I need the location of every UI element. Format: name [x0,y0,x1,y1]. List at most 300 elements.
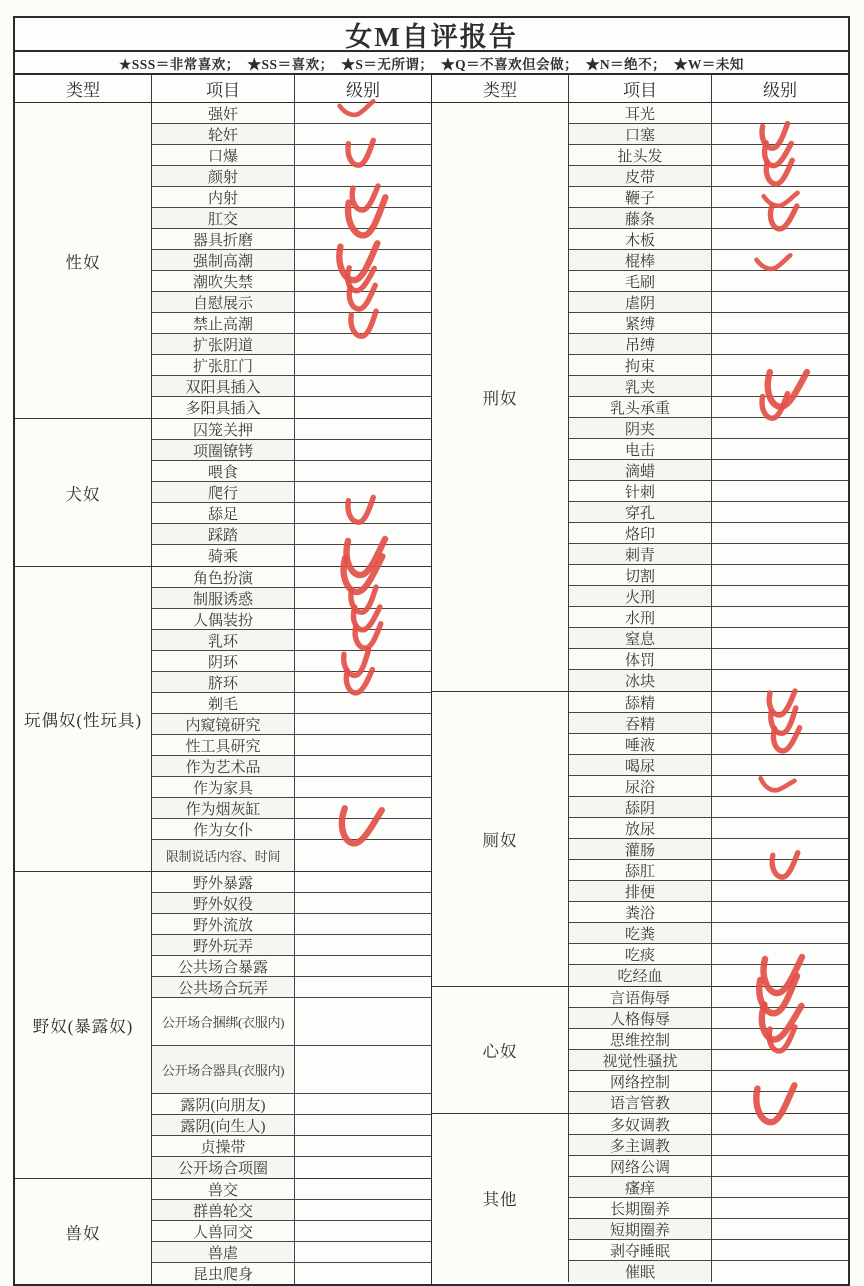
item-cell: 作为艺术品 [152,756,295,776]
level-cell [712,818,848,838]
level-cell [712,797,848,817]
item-cell: 多主调教 [569,1135,712,1155]
header-right-half [432,75,848,102]
table-row [569,628,848,649]
category-cell: 性奴 [15,103,152,418]
table-row [152,355,431,376]
item-cell: 吊缚 [569,334,712,354]
level-cell [295,672,431,692]
level-cell [712,628,848,648]
item-cell: 作为女仆 [152,819,295,839]
item-cell: 野外奴役 [152,893,295,913]
item-cell: 扯头发 [569,145,712,165]
level-cell [712,481,848,501]
item-cell: 短期圈养 [569,1219,712,1239]
item-cell: 公开场合器具(衣服内) [152,1046,295,1093]
table-row [152,819,431,840]
level-cell [712,1071,848,1091]
category-rows [152,1179,431,1284]
item-cell: 针刺 [569,481,712,501]
level-cell [712,523,848,543]
level-cell [295,1200,431,1220]
level-cell [295,1179,431,1199]
table-row [569,649,848,670]
table-header [15,75,848,103]
item-cell: 口爆 [152,145,295,165]
level-cell [295,872,431,892]
level-cell [295,714,431,734]
level-cell [712,755,848,775]
table-row [152,461,431,482]
level-cell [295,461,431,481]
item-cell: 脐环 [152,672,295,692]
item-cell: 公共场合暴露 [152,956,295,976]
level-cell [295,630,431,650]
category-cell: 玩偶奴(性玩具) [15,567,152,871]
level-cell [295,998,431,1045]
item-cell: 喝尿 [569,755,712,775]
item-cell: 扩张阴道 [152,334,295,354]
level-cell [295,334,431,354]
column-header-item-right: 项目 [569,75,712,102]
level-cell [712,124,848,144]
table-row [569,523,848,544]
level-cell [712,565,848,585]
table-row [569,271,848,292]
item-cell: 瘙痒 [569,1177,712,1197]
item-cell: 制服诱惑 [152,588,295,608]
level-cell [712,544,848,564]
table-row [152,630,431,651]
level-cell [295,229,431,249]
category-cell: 犬奴 [15,419,152,566]
item-cell: 吃痰 [569,944,712,964]
level-cell [712,334,848,354]
level-cell [712,187,848,207]
table-row [569,755,848,776]
table-row [569,565,848,586]
category-cell: 心奴 [432,987,569,1113]
level-cell [712,313,848,333]
level-cell [295,1242,431,1262]
item-cell: 鞭子 [569,187,712,207]
item-cell: 野外流放 [152,914,295,934]
level-cell [712,1050,848,1070]
item-cell: 水刑 [569,607,712,627]
item-cell: 木板 [569,229,712,249]
table-row [152,250,431,271]
level-cell [295,271,431,291]
level-cell [295,1136,431,1156]
table-right-half [432,103,848,1284]
category-rows [569,987,848,1113]
table-row [152,229,431,250]
item-cell: 吃粪 [569,923,712,943]
item-cell: 吞精 [569,713,712,733]
item-cell: 烙印 [569,523,712,543]
item-cell: 视觉性骚扰 [569,1050,712,1070]
table-row [569,923,848,944]
item-cell: 口塞 [569,124,712,144]
level-cell [712,418,848,438]
item-cell: 轮奸 [152,124,295,144]
table-row [569,103,848,124]
item-cell: 公开场合捆绑(衣服内) [152,998,295,1045]
level-cell [295,609,431,629]
level-cell [295,250,431,270]
table-row [569,607,848,628]
level-cell [295,440,431,460]
table-row [152,777,431,798]
table-row [569,586,848,607]
table-row [152,798,431,819]
item-cell: 虐阴 [569,292,712,312]
item-cell: 乳夹 [569,376,712,396]
level-cell [712,1029,848,1049]
level-cell [712,713,848,733]
category-cell: 厕奴 [432,692,569,986]
level-cell [295,1094,431,1114]
level-cell [712,103,848,123]
item-cell: 冰块 [569,670,712,691]
item-cell: 刺青 [569,544,712,564]
item-cell: 放尿 [569,818,712,838]
item-cell: 内窥镜研究 [152,714,295,734]
level-cell [295,798,431,818]
item-cell: 火刑 [569,586,712,606]
level-cell [712,1177,848,1197]
table-row [569,250,848,271]
level-cell [712,397,848,417]
header-left-half [15,75,432,102]
item-cell: 骑乘 [152,545,295,566]
level-cell [712,586,848,606]
table-row [152,103,431,124]
table-row [569,839,848,860]
item-cell: 肛交 [152,208,295,228]
item-cell: 潮吹失禁 [152,271,295,291]
item-cell: 阴环 [152,651,295,671]
category-rows [152,567,431,871]
item-cell: 人格侮辱 [569,1008,712,1028]
table-row [569,229,848,250]
table-row [569,1114,848,1135]
item-cell: 爬行 [152,482,295,502]
table-row [152,524,431,545]
table-row [152,419,431,440]
column-header-item-left: 项目 [152,75,295,102]
table-row [569,208,848,229]
category-rows [152,872,431,1178]
table-row [152,1094,431,1115]
table-row [569,439,848,460]
level-cell [295,914,431,934]
level-cell [295,545,431,566]
level-cell [295,376,431,396]
level-cell [712,1008,848,1028]
level-cell [295,1221,431,1241]
table-row [152,1179,431,1200]
level-cell [295,735,431,755]
item-cell: 昆虫爬身 [152,1263,295,1284]
level-cell [295,693,431,713]
category-rows [152,103,431,418]
table-row [152,1157,431,1178]
table-row [152,609,431,630]
table-row [152,271,431,292]
category-block [15,103,431,419]
table-row [569,1198,848,1219]
category-cell: 刑奴 [432,103,569,691]
table-row [569,334,848,355]
item-cell: 群兽轮交 [152,1200,295,1220]
item-cell: 剥夺睡眠 [569,1240,712,1260]
table-row [569,987,848,1008]
table-row [152,1242,431,1263]
table-row [569,544,848,565]
table-row [569,1071,848,1092]
category-block [432,103,848,692]
level-cell [712,923,848,943]
item-cell: 唾液 [569,734,712,754]
table-row [152,840,431,871]
table-row [569,944,848,965]
category-rows [569,103,848,691]
item-cell: 多阳具插入 [152,397,295,418]
column-header-type-left: 类型 [15,75,152,102]
table-row [569,166,848,187]
item-cell: 皮带 [569,166,712,186]
table-row [152,1115,431,1136]
table-row [569,313,848,334]
level-cell [295,103,431,123]
category-rows [152,419,431,566]
table-row [152,187,431,208]
level-cell [712,460,848,480]
level-cell [295,588,431,608]
level-cell [712,734,848,754]
item-cell: 藤条 [569,208,712,228]
level-cell [712,670,848,691]
column-header-level-left: 级别 [346,81,380,100]
table-row [152,1136,431,1157]
table-row [569,860,848,881]
level-cell [712,944,848,964]
level-cell [295,419,431,439]
item-cell: 毛刷 [569,271,712,291]
level-cell [712,965,848,986]
item-cell: 吃经血 [569,965,712,986]
table-row [569,1177,848,1198]
table-row [569,776,848,797]
item-cell: 扩张肛门 [152,355,295,375]
table-row [569,1008,848,1029]
item-cell: 多奴调教 [569,1114,712,1134]
table-row [569,797,848,818]
table-row [569,1050,848,1071]
item-cell: 野外暴露 [152,872,295,892]
rating-legend: ★SSS＝非常喜欢； ★SS＝喜欢； ★S＝无所谓； ★Q＝不喜欢但会做； ★N＝绝不； ★W＝未知 [15,52,848,75]
table-row [152,1263,431,1284]
item-cell: 贞操带 [152,1136,295,1156]
level-cell [295,1115,431,1135]
item-cell: 强奸 [152,103,295,123]
table-row [152,672,431,693]
table-row [569,965,848,986]
table-row [569,460,848,481]
category-rows [569,692,848,986]
category-cell: 野奴(暴露奴) [15,872,152,1178]
table-row [569,670,848,691]
level-cell [295,819,431,839]
column-header-level-right: 级别 [763,81,797,100]
table-row [152,956,431,977]
item-cell: 限制说话内容、时间 [152,840,295,871]
table-row [569,1029,848,1050]
item-cell: 露阴(向朋友) [152,1094,295,1114]
table-row [569,1135,848,1156]
table-row [152,935,431,956]
item-cell: 乳环 [152,630,295,650]
item-cell: 性工具研究 [152,735,295,755]
table-row [569,713,848,734]
item-cell: 拘束 [569,355,712,375]
table-row [569,187,848,208]
table-row [152,1046,431,1094]
table-row [152,208,431,229]
level-cell [712,250,848,270]
level-cell [295,208,431,228]
category-block [432,987,848,1114]
item-cell: 阴夹 [569,418,712,438]
level-cell [712,271,848,291]
item-cell: 内射 [152,187,295,207]
table-row [152,397,431,418]
level-cell [712,208,848,228]
table-row [569,1261,848,1282]
level-cell [295,956,431,976]
table-row [152,482,431,503]
table-row [152,1221,431,1242]
item-cell: 喂食 [152,461,295,481]
table-row [569,481,848,502]
level-cell [295,1263,431,1284]
column-header-type-right: 类型 [432,75,569,102]
table-row [152,756,431,777]
table-row [152,166,431,187]
level-cell [712,692,848,712]
table-row [152,735,431,756]
level-cell [295,355,431,375]
table-row [569,397,848,418]
item-cell: 穿孔 [569,502,712,522]
item-cell: 排便 [569,881,712,901]
level-cell [712,860,848,880]
category-block [15,419,431,567]
item-cell: 双阳具插入 [152,376,295,396]
table-row [569,818,848,839]
level-cell [712,145,848,165]
table-row [569,734,848,755]
table-row [569,145,848,166]
level-cell [712,776,848,796]
item-cell: 强制高潮 [152,250,295,270]
item-cell: 兽虐 [152,1242,295,1262]
table-row [152,545,431,566]
item-cell: 紧缚 [569,313,712,333]
table-row [152,893,431,914]
level-cell [295,1046,431,1093]
item-cell: 人偶装扮 [152,609,295,629]
category-block [15,567,431,872]
table-row [152,693,431,714]
item-cell: 剃毛 [152,693,295,713]
table-row [152,651,431,672]
table-row [569,1092,848,1113]
category-block [15,1179,431,1284]
category-block [15,872,431,1179]
table-row [152,998,431,1046]
item-cell: 网络控制 [569,1071,712,1091]
level-cell [712,1092,848,1113]
item-cell: 思维控制 [569,1029,712,1049]
level-cell [295,567,431,587]
table-row [569,418,848,439]
level-cell [295,292,431,312]
level-cell [712,881,848,901]
item-cell: 尿浴 [569,776,712,796]
level-cell [712,166,848,186]
table-row [569,902,848,923]
level-cell [712,292,848,312]
table-row [569,376,848,397]
level-cell [295,145,431,165]
item-cell: 耳光 [569,103,712,123]
check-mark-icon [756,774,798,796]
level-cell [712,987,848,1007]
table-row [152,503,431,524]
level-cell [295,397,431,418]
item-cell: 乳头承重 [569,397,712,417]
level-cell [295,187,431,207]
item-cell: 人兽同交 [152,1221,295,1241]
table-row [152,124,431,145]
level-cell [295,1157,431,1178]
level-cell [295,756,431,776]
item-cell: 公共场合玩弄 [152,977,295,997]
table-left-half [15,103,432,1284]
level-cell [712,1114,848,1134]
item-cell: 角色扮演 [152,567,295,587]
item-cell: 舔阴 [569,797,712,817]
item-cell: 窒息 [569,628,712,648]
level-cell [295,777,431,797]
level-cell [712,1261,848,1282]
item-cell: 禁止高潮 [152,313,295,333]
item-cell: 舔足 [152,503,295,523]
item-cell: 灌肠 [569,839,712,859]
item-cell: 公开场合项圈 [152,1157,295,1178]
table-row [152,292,431,313]
level-cell [295,935,431,955]
item-cell: 棍棒 [569,250,712,270]
table-row [152,977,431,998]
level-cell [712,1240,848,1260]
level-cell [712,649,848,669]
item-cell: 项圈镣铐 [152,440,295,460]
item-cell: 兽交 [152,1179,295,1199]
level-cell [295,977,431,997]
